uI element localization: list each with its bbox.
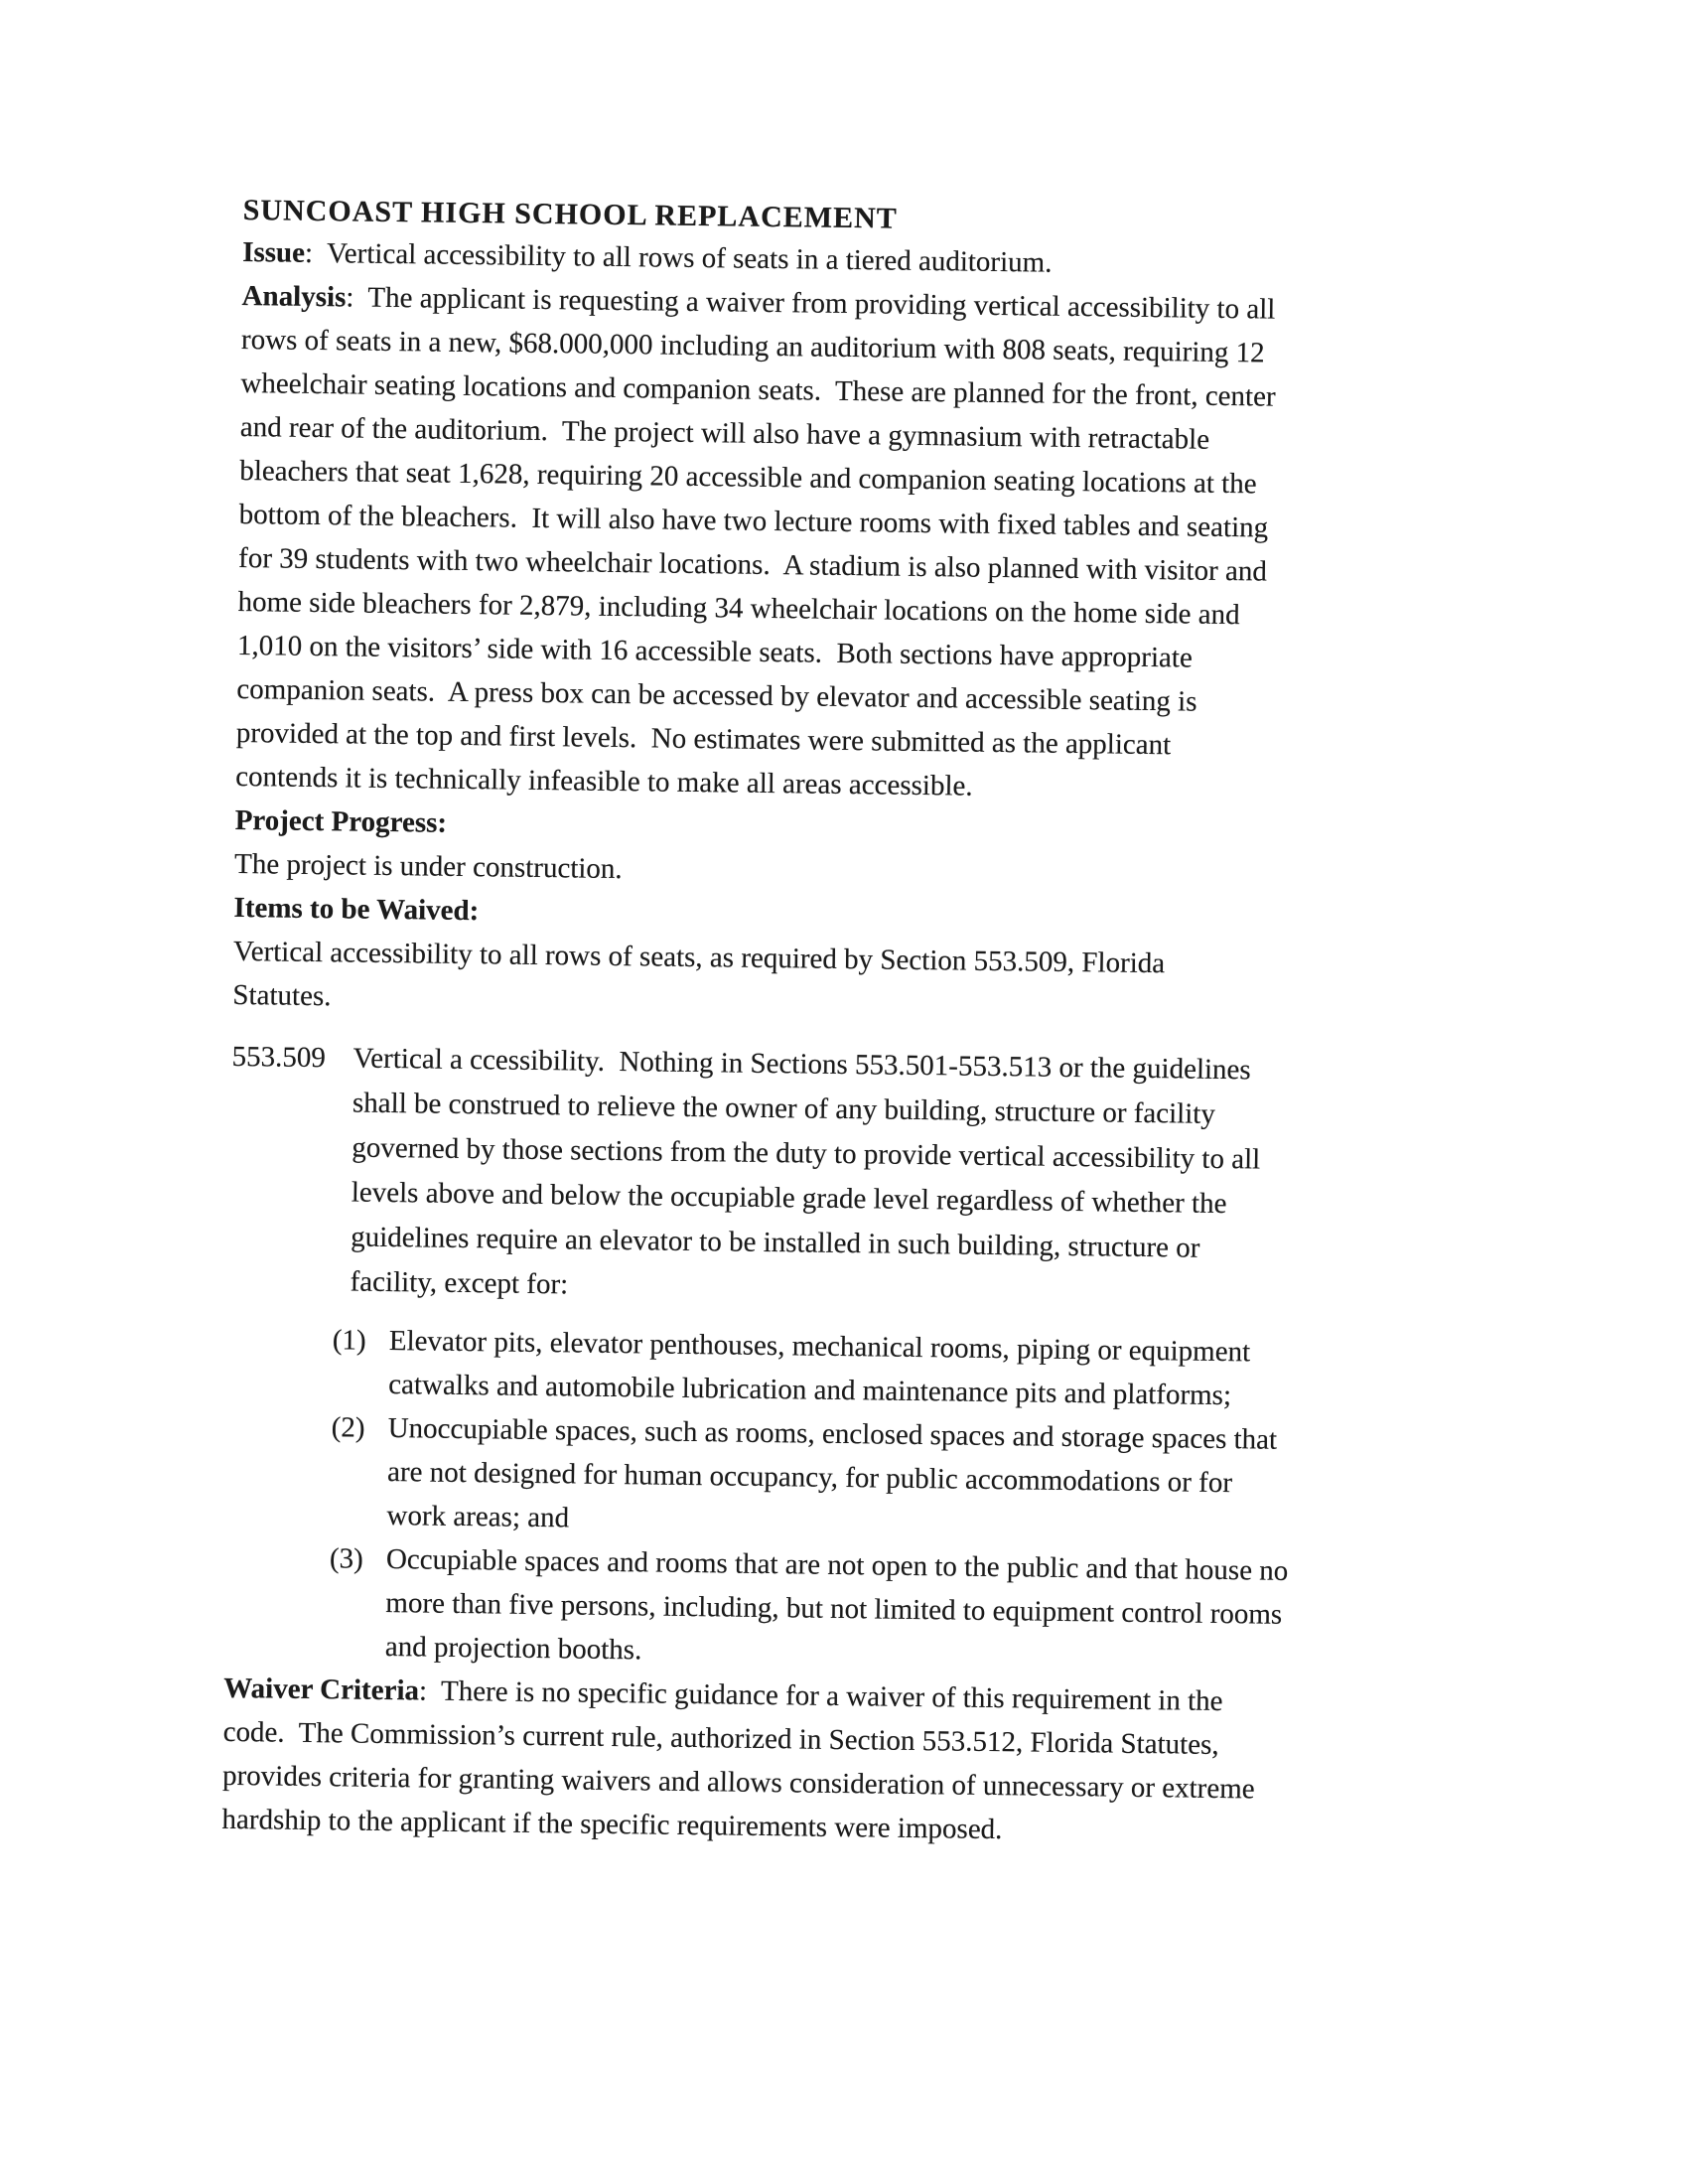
doc-title: SUNCOAST HIGH SCHOOL REPLACEMENT (242, 193, 898, 235)
list-item (329, 1536, 1562, 1683)
document-content (221, 191, 1579, 1858)
statute-number: 553.509 (231, 1040, 327, 1075)
list-item (330, 1405, 1563, 1552)
waiver-criteria-text: : There is no specific guidance for a waiver of this requirement in the code. The Commission’s current rule, authorized in Section 553.512, Florida Statutes, provides criteria for granting waivers and allows consideration of unnecessary or extreme hardship to the applicant if the specific requirements were imposed. (221, 1674, 1255, 1846)
exception-list (224, 1317, 1564, 1684)
items-to-be-waived-heading: Items to be Waived: (233, 891, 480, 928)
waiver-criteria-label: Waiver Criteria (223, 1672, 420, 1707)
items-to-be-waived-body: Vertical accessibility to all rows of seats, as required by Section 553.509, Florida Statutes. (232, 935, 1166, 1013)
issue-text: : Vertical accessibility to all rows of seats in a tiered auditorium. (304, 236, 1053, 279)
list-item-number: (3) (329, 1542, 364, 1575)
list-item (332, 1318, 1564, 1421)
waiver-criteria-paragraph (221, 1667, 1559, 1859)
list-item-number: (2) (331, 1411, 365, 1444)
list-item-text: Occupiable spaces and rooms that are not open to the public and that house no more than five persons, including, but not limited to equipment control rooms and projection booths. (384, 1543, 1289, 1667)
list-item-text: Unoccupiable spaces, such as rooms, enclosed spaces and storage spaces that are not designed for human occupancy, for public accommodations or for work areas; and (386, 1412, 1278, 1534)
project-progress-heading: Project Progress: (234, 803, 448, 839)
statute-block (228, 1035, 1567, 1321)
analysis-label: Analysis (241, 279, 347, 314)
analysis-paragraph (235, 274, 1578, 816)
statute-text: Vertical a ccessibility. Nothing in Sections 553.501-553.513 or the guidelines shall be construed to relieve the owner of any building, structure or facility governed by those sections from the duty to provide vertical accessibility to all levels above and below the occupiable grade level regardless of whether the guidelines require an elevator to be installed in such building, structure or facility, except for: (350, 1042, 1261, 1301)
list-item-text: Elevator pits, elevator penthouses, mechanical rooms, piping or equipment catwalks and automobile lubrication and maintenance pits and platforms; (388, 1325, 1251, 1412)
list-item-number: (1) (332, 1324, 366, 1357)
project-progress-body: The project is under construction. (233, 847, 623, 886)
issue-label: Issue (241, 235, 306, 269)
analysis-text: : The applicant is requesting a waiver from providing vertical accessibility to all rows of seats in a new, $68.000,000 including an auditorium with 808 seats, requiring 12 wheelchair seating locations and companion seats. These are planned for the front, center and rear of the auditorium. The project will also have a gymnasium with retractable bleachers that seat 1,628, requiring 20 accessible and companion seating locations at the bottom of the bleachers. It will also have two lecture rooms with fixed tables and seating for 39 students with two wheelchair locations. A stadium is also planned with visitor and home side bleachers for 2,879, including 34 wheelchair locations on the home side and 1,010 on the visitors’ side with 16 accessible seats. Both sections have appropriate companion seats. A press box can be accessed by elevator and accessible seating is provided at the top and first levels. No estimates were submitted as the applicant contends it is technically infeasible to make all areas accessible. (235, 281, 1276, 802)
